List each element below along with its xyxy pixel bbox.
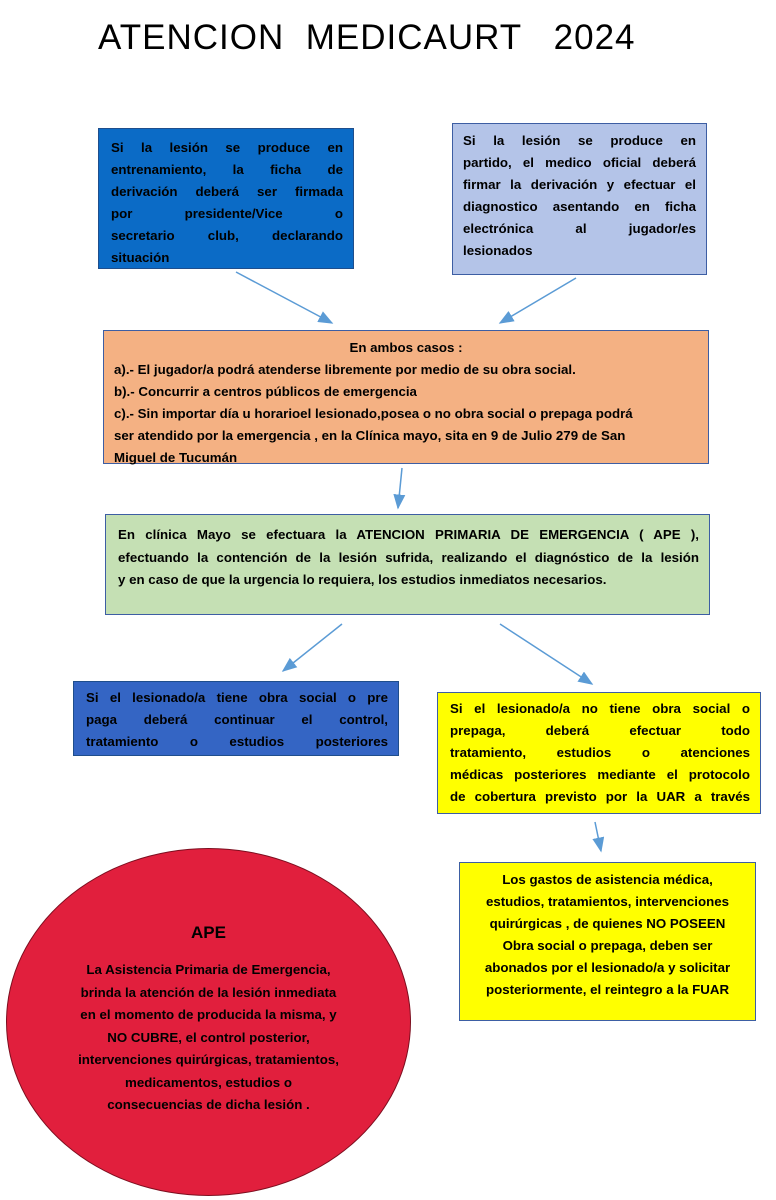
ape-text-line: NO CUBRE, el control posterior, [107, 1029, 310, 1045]
ape-ellipse [6, 848, 411, 1196]
box-text-line: firmar la derivación y efectuar el [463, 177, 696, 192]
box-text-line: Los gastos de asistencia médica, [502, 872, 713, 887]
box-text-line: posteriormente, el reintegro a la FUAR [485, 982, 730, 997]
ape-text-line: en el momento de producida la misma, y [80, 1007, 337, 1022]
option-c-line2: ser atendido por la emergencia , en la Clínica mayo, sita en 9 de Julio 279 de San [114, 428, 626, 443]
box-costs-reimbursement [459, 862, 756, 1021]
arrow-uninsured-to-costs [595, 822, 601, 851]
box-text-line: entrenamiento, la ficha de [111, 162, 343, 177]
box-text-line: médicas posteriores mediante el protocolo [450, 767, 750, 782]
box-heading: En ambos casos : [349, 340, 463, 355]
box-clinic-mayo [105, 514, 710, 615]
box-has-insurance [73, 681, 399, 756]
arrow-clinic-to-uninsured [500, 624, 592, 684]
box-text-line: prepaga, deberá efectuar todo [450, 723, 750, 738]
box-text-line: electrónica al jugador/es [463, 221, 696, 236]
box-training-injury [98, 128, 354, 269]
box-text-line: paga deberá continuar el control, [86, 712, 388, 727]
box-both-cases [103, 330, 709, 464]
box-text-line: Obra social o prepaga, deben ser [502, 938, 713, 953]
option-a: a).- El jugador/a podrá atenderse libremente por medio de su obra social. [114, 362, 576, 377]
ape-heading: APE [191, 923, 226, 942]
box-text-line: tratamiento, estudios o atenciones [450, 745, 750, 760]
page-title: ATENCION MEDICAURT 2024 [98, 18, 636, 57]
box-text-line: secretario club, declarando [111, 228, 343, 243]
ape-text-line: medicamentos, estudios o [125, 1074, 292, 1090]
box-text-line: En clínica Mayo se efectuara la ATENCION PRIMARIA DE EMERGENCIA ( APE ), [118, 527, 699, 542]
box-text-line: derivación deberá ser firmada [111, 184, 343, 199]
arrow-both-to-clinic [398, 468, 402, 508]
box-text-line: diagnostico asentando en ficha [463, 199, 696, 214]
ape-text-line: La Asistencia Primaria de Emergencia, [86, 962, 331, 977]
box-text-line: abonados por el lesionado/a y solicitar [484, 960, 731, 975]
ape-text-line: consecuencias de dicha lesión . [107, 1097, 310, 1112]
box-text-line: Si la lesión se produce en [463, 133, 696, 148]
box-text-line: lesionados [463, 243, 533, 258]
ape-text-line: intervenciones quirúrgicas, tratamientos, [78, 1052, 339, 1067]
arrow-clinic-to-insured [283, 624, 342, 671]
box-text-line: por presidente/Vice o [111, 206, 343, 221]
option-c-line1: c).- Sin importar día u horarioel lesionado,posea o no obra social o prepaga podrá [114, 406, 633, 421]
option-b: b).- Concurrir a centros públicos de emergencia [114, 384, 417, 399]
box-text-line: Si el lesionado/a no tiene obra social o [450, 701, 750, 716]
box-match-injury [452, 123, 707, 275]
box-text-line: tratamiento o estudios posteriores [86, 734, 388, 749]
box-text-line: partido, el medico oficial deberá [463, 155, 696, 170]
box-text-line: Si el lesionado/a tiene obra social o pre [86, 690, 388, 705]
box-text-line: y en caso de que la urgencia lo requiera, los estudios inmediatos necesarios. [118, 572, 607, 587]
ape-text-line: brinda la atención de la lesión inmediata [80, 984, 337, 1000]
box-no-insurance [437, 692, 761, 814]
box-text-line: Si la lesión se produce en [111, 140, 343, 155]
arrow-training-to-both [236, 272, 332, 323]
box-text-line: situación [111, 250, 170, 265]
arrow-match-to-both [500, 278, 576, 323]
box-text-line: quirúrgicas , de quienes NO POSEEN [489, 916, 726, 931]
box-text-line: estudios, tratamientos, intervenciones [485, 894, 730, 909]
option-c-line3: Miguel de Tucumán [114, 450, 238, 465]
box-text-line: efectuando la contención de la lesión sufrida, realizando el diagnóstico de la lesión [118, 549, 699, 565]
ape-description [65, 959, 352, 1117]
box-text-line: de cobertura previsto por la UAR a través [450, 789, 750, 804]
